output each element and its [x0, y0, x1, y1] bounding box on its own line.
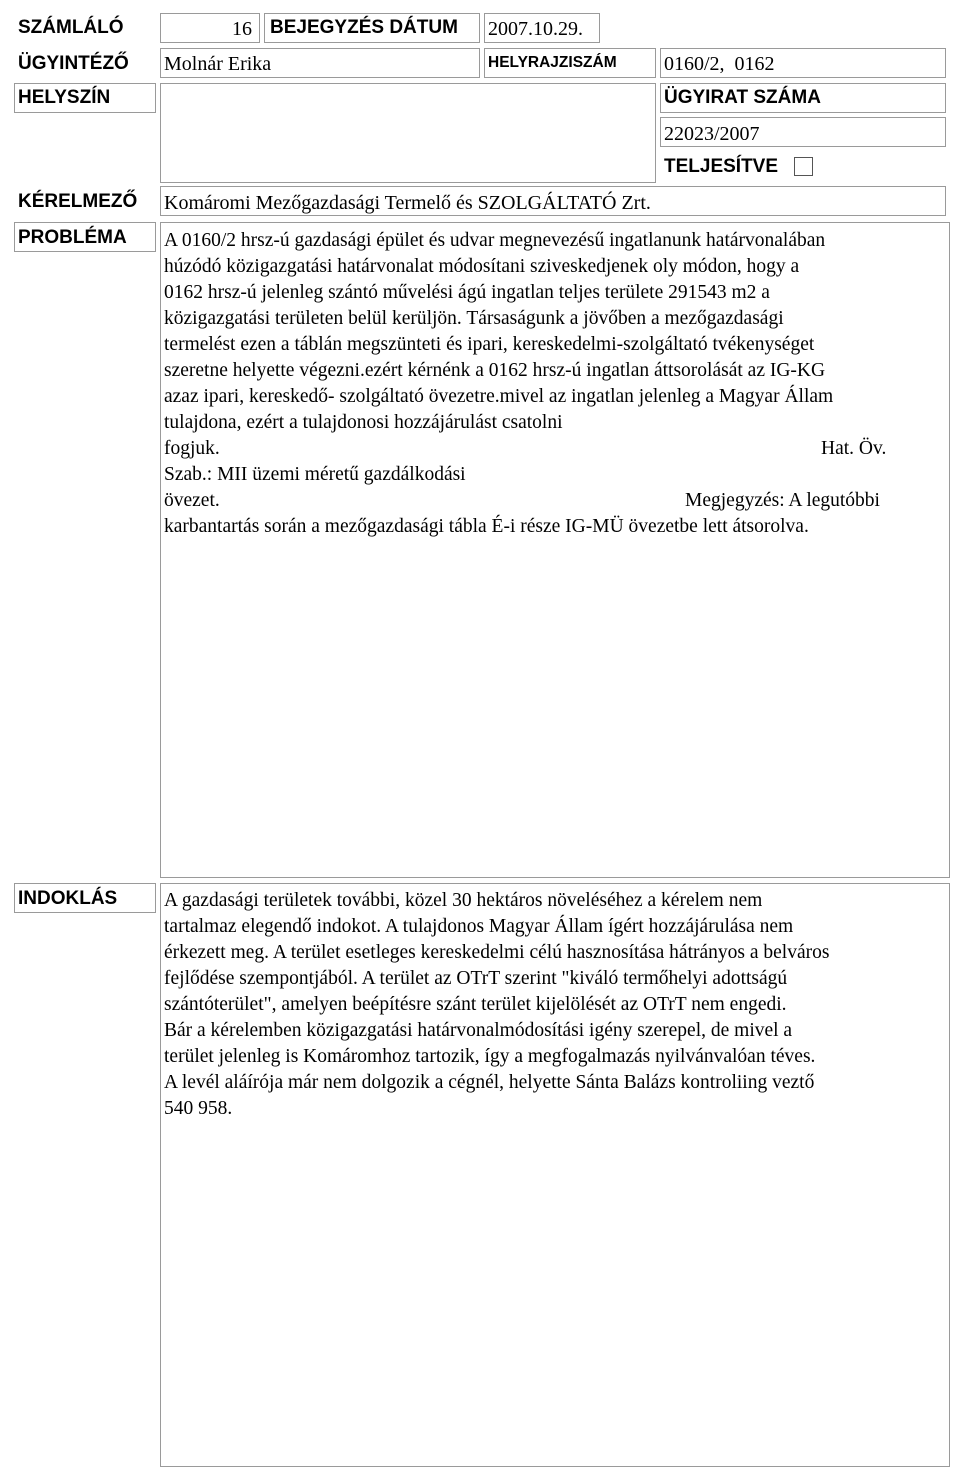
teljesitve-checkbox[interactable] — [794, 157, 813, 176]
kerelmezo-label: KÉRELMEZŐ — [18, 191, 138, 212]
indoklas-line: A levél aláírója már nem dolgozik a cégnél, helyette Sánta Balázs kontroliing veztő — [164, 1072, 815, 1093]
problema-line: karbantartás során a mezőgazdasági tábla É-i része IG-MÜ övezetbe lett átsorolva. — [164, 516, 809, 537]
szamlalo-value: 16 — [232, 18, 252, 40]
helyrajzi-value: 0160/2, 0162 — [664, 53, 775, 75]
problema-line: azaz ipari, kereskedő- szolgáltató övezetre.mivel az ingatlan jelenleg a Magyar Állam — [164, 386, 834, 407]
problema-line: A 0160/2 hrsz-ú gazdasági épület és udvar megnevezésű ingatlanunk határvonalában — [164, 230, 826, 251]
indoklas-line: szántóterület", amelyen beépítésre szánt terület kijelölését az OTrT nem engedi. — [164, 994, 787, 1015]
problema-line: 0162 hrsz-ú jelenleg szántó művelési ágú ingatlan teljes területe 291543 m2 a — [164, 282, 770, 303]
indoklas-line: 540 958. — [164, 1098, 233, 1119]
problema-line-left: fogjuk. — [164, 438, 220, 459]
problema-line: szeretne helyette végezni.ezért kérnénk a 0162 hrsz-ú ingatlan áttsorolását az IG-KG — [164, 360, 826, 381]
problema-line-left: övezet. — [164, 490, 220, 511]
indoklas-line: tartalmaz elegendő indokot. A tulajdonos Magyar Állam ígért hozzájárulása nem — [164, 916, 794, 937]
ugyintezo-label: ÜGYINTÉZŐ — [18, 53, 129, 74]
indoklas-label: INDOKLÁS — [18, 888, 118, 909]
szamlalo-label: SZÁMLÁLÓ — [18, 17, 124, 38]
kerelmezo-value: Komáromi Mezőgazdasági Termelő és SZOLGÁLTATÓ Zrt. — [164, 192, 651, 214]
problema-line-right: Hat. Öv. — [821, 438, 887, 459]
indoklas-line: A gazdasági területek további, közel 30 hektáros növeléséhez a kérelem nem — [164, 890, 763, 911]
problema-line: Szab.: MII üzemi méretű gazdálkodási — [164, 464, 466, 485]
problema-text — [164, 228, 887, 540]
helyszin-field — [160, 83, 656, 183]
problema-line: tulajdona, ezért a tulajdonosi hozzájárulást csatolni — [164, 412, 563, 433]
indoklas-line: Bár a kérelemben közigazgatási határvonalmódosítási igény szerepel, de mivel a — [164, 1020, 793, 1041]
indoklas-text — [164, 888, 829, 1122]
bejegyzes-value: 2007.10.29. — [488, 18, 583, 40]
indoklas-line: terület jelenleg is Komáromhoz tartozik, így a megfogalmazás nyilvánvalóan téves. — [164, 1046, 816, 1067]
problema-line: húzódó közigazgatási határvonalat módosítani sziveskedjenek oly módon, hogy a — [164, 256, 800, 277]
teljesitve-label: TELJESÍTVE — [664, 156, 779, 177]
bejegyzes-label: BEJEGYZÉS DÁTUM — [270, 17, 458, 38]
helyszin-label: HELYSZÍN — [18, 87, 111, 108]
helyrajzi-label: HELYRAJZISZÁM — [488, 54, 617, 71]
indoklas-line: fejlődése szempontjából. A terület az OTrT szerint "kiváló termőhelyi adottságú — [164, 968, 788, 989]
ugyirat-label: ÜGYIRAT SZÁMA — [664, 87, 821, 108]
indoklas-line: érkezett meg. A terület esetleges kereskedelmi célú hasznosítása hátrányos a belváros — [164, 942, 830, 963]
problema-line: közigazgatási területen belül kerüljön. Társaságunk a jövőben a mezőgazdasági — [164, 308, 784, 329]
problema-line: termelést ezen a táblán megszünteti és ipari, kereskedelmi-szolgáltató tvékenységet — [164, 334, 815, 355]
ugyintezo-value: Molnár Erika — [164, 53, 272, 75]
problema-line-right: Megjegyzés: A legutóbbi — [685, 490, 880, 511]
problema-label: PROBLÉMA — [18, 227, 127, 248]
ugyirat-value: 22023/2007 — [664, 123, 760, 145]
